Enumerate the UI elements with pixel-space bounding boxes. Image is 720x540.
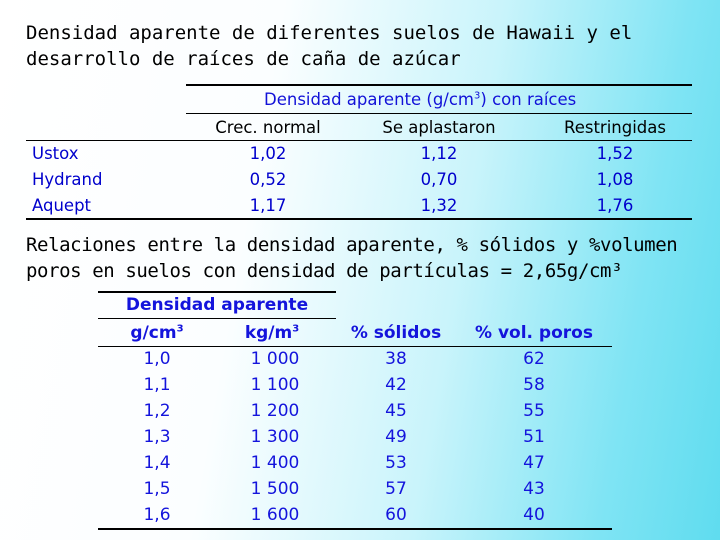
table1-col-restringidas: Restringidas [563,118,666,137]
table1-top-rule [186,84,692,86]
table2-col-kgm-sup: 3 [292,323,300,335]
table1-col-crec-normal: Crec. normal [215,118,321,137]
table2-col-gcm-base: g/cm [130,323,177,343]
table1-cell: 1,08 [596,170,634,189]
table2-cell-solidos: 60 [385,505,407,525]
table1-cell: 1,32 [420,196,458,215]
table2-cell-poros: 55 [523,401,545,421]
table2-cell-poros: 47 [523,453,545,473]
table2-cell-kgm: 1 000 [250,349,300,369]
heading-line-2: desarrollo de raíces de caña de azúcar [26,48,461,70]
table2-col-kgm [210,323,334,343]
table2-group-header [98,295,336,315]
table2-header-rule [98,346,612,347]
table2-cell-kgm: 1 400 [250,453,300,473]
table1-col-se-aplastaron: Se aplastaron [382,118,496,137]
heading-relationships [26,232,677,284]
table2-cell-gcm: 1,5 [143,479,171,499]
table1-group-header [264,90,576,109]
table2-col-kgm-base: kg/m [244,323,293,343]
table1-cell: 1,17 [249,196,287,215]
table1-group-rule [186,113,692,114]
table2-top-rule [98,291,336,293]
table2-cell-solidos: 49 [385,427,407,447]
table2-cell-solidos: 38 [385,349,407,369]
table1-soil-hydrand: Hydrand [32,170,103,189]
table2-cell-kgm: 1 600 [250,505,300,525]
table2-group-rule [98,318,336,319]
table2-cell-gcm: 1,0 [143,349,171,369]
table2-group-header-text: Densidad aparente [125,295,309,315]
table2-cell-poros: 62 [523,349,545,369]
table2-col-gcm-sup: 3 [176,323,184,335]
table2-col-poros [456,323,612,343]
table2-cell-poros: 58 [523,375,545,395]
table2-cell-poros: 43 [523,479,545,499]
table2-cell-kgm: 1 500 [250,479,300,499]
heading-line-1: Densidad aparente de diferentes suelos de Hawaii y el [26,22,633,44]
table2-cell-solidos: 57 [385,479,407,499]
table1-bottom-rule [26,218,692,220]
table1-cell: 0,52 [249,170,287,189]
table2-cell-gcm: 1,4 [143,453,171,473]
table2-cell-solidos: 42 [385,375,407,395]
heading-line-2: poros en suelos con densidad de partículas = 2,65g/cm³ [26,260,623,282]
table1-cell: 1,76 [596,196,634,215]
table2-cell-gcm: 1,2 [143,401,171,421]
table1-soil-aquept: Aquept [32,196,92,215]
table2-cell-gcm: 1,6 [143,505,171,525]
table1-group-header-sup: 3 [474,90,481,102]
table2-cell-poros: 51 [523,427,545,447]
table1-group-header-suffix: ) con raíces [480,90,577,109]
heading-hawaii-soils [26,20,632,72]
table2-cell-kgm: 1 300 [250,427,300,447]
table2-bottom-rule [98,528,612,530]
table2-col-solidos-text: % sólidos [350,323,442,343]
table1-soil-ustox: Ustox [32,144,79,163]
table2-cell-gcm: 1,3 [143,427,171,447]
table2-cell-solidos: 45 [385,401,407,421]
table1-header-rule [26,140,692,141]
table2-col-poros-text: % vol. poros [475,323,593,343]
table2-col-gcm [98,323,216,343]
table2-cell-kgm: 1 100 [250,375,300,395]
table1-cell: 1,12 [420,144,458,163]
table2-cell-poros: 40 [523,505,545,525]
table1-cell: 0,70 [420,170,458,189]
table1-cell: 1,52 [596,144,634,163]
table2-cell-gcm: 1,1 [143,375,171,395]
table2-cell-kgm: 1 200 [250,401,300,421]
table1-cell: 1,02 [249,144,287,163]
heading-line-1: Relaciones entre la densidad aparente, % sólidos y %volumen [26,234,678,256]
table2-cell-solidos: 53 [385,453,407,473]
table1-group-header-prefix: Densidad aparente (g/cm [264,90,475,109]
table2-col-solidos [336,323,456,343]
